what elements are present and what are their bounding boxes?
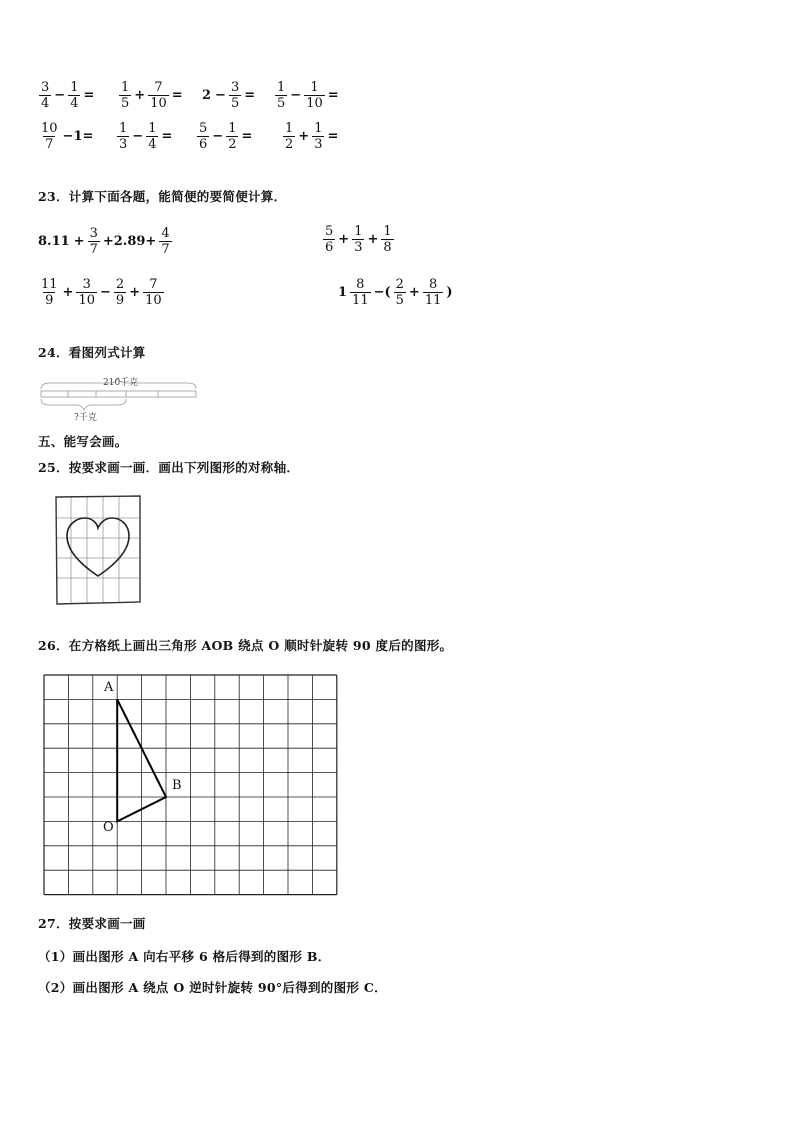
denominator: 4 — [70, 96, 79, 111]
fraction — [88, 226, 100, 257]
numerator: 8 — [428, 277, 438, 292]
fraction — [114, 277, 126, 308]
denominator: 11 — [352, 293, 369, 308]
fraction — [117, 121, 129, 152]
denominator: 5 — [230, 96, 240, 111]
denominator: 5 — [395, 293, 404, 308]
operator: = — [327, 88, 339, 103]
fraction — [312, 121, 324, 152]
oral-calc-item — [118, 80, 185, 111]
numerator: 3 — [41, 80, 50, 95]
q26-rotation-grid — [38, 672, 348, 902]
fraction — [197, 121, 209, 152]
numerator: 10 — [41, 121, 58, 136]
numerator: 1 — [285, 121, 294, 136]
numerator: 1 — [121, 80, 130, 95]
q23-expression-1 — [36, 226, 173, 257]
fraction — [283, 121, 295, 152]
math-expression — [200, 80, 257, 111]
operator: + — [298, 129, 310, 144]
operator: − — [212, 129, 224, 144]
number: 2 — [202, 88, 212, 103]
oral-calc-item — [116, 121, 174, 152]
numerator: 8 — [356, 277, 365, 292]
grid-border — [56, 496, 140, 604]
oral-calc-item — [38, 121, 95, 152]
q25-title: 25．按要求画一画．画出下列图形的对称轴． — [38, 460, 300, 475]
math-expression — [38, 277, 165, 308]
denominator: 7 — [45, 137, 54, 152]
fraction — [148, 80, 169, 111]
oral-calc-item — [200, 80, 257, 111]
numerator: 1 — [310, 80, 319, 95]
numerator: 3 — [82, 277, 91, 292]
numerator: 7 — [154, 80, 163, 95]
point-a-label: A — [104, 680, 114, 695]
numerator: 1 — [119, 121, 128, 136]
q23-title: 23．计算下面各题，能简便的要简便计算． — [38, 189, 287, 204]
denominator: 7 — [161, 242, 170, 257]
q24-bottom-label: ?千克 — [74, 413, 97, 423]
numerator: 5 — [199, 121, 208, 136]
math-expression — [274, 80, 341, 111]
denominator: 3 — [314, 137, 323, 152]
math-expression — [282, 121, 340, 152]
operator: + — [134, 88, 146, 103]
operator: = — [161, 129, 173, 144]
denominator: 4 — [148, 137, 157, 152]
numerator: 1 — [228, 121, 237, 136]
operator: + — [408, 285, 420, 300]
q23-expression-2 — [322, 224, 395, 255]
numerator: 3 — [230, 80, 240, 95]
fraction — [423, 277, 444, 308]
operator: + — [129, 285, 141, 300]
math-expression — [38, 80, 96, 111]
fraction — [143, 277, 164, 308]
numerator: 1 — [383, 224, 392, 239]
denominator: 2 — [228, 137, 237, 152]
fraction — [146, 121, 158, 152]
math-expression — [38, 121, 95, 152]
numerator: 4 — [161, 226, 170, 241]
denominator: 8 — [383, 240, 392, 255]
point-o-label: O — [103, 820, 114, 835]
point-b-label: B — [172, 778, 182, 793]
denominator: 10 — [78, 293, 95, 308]
numerator: 2 — [115, 277, 125, 292]
denominator: 5 — [277, 96, 286, 111]
operator: + — [367, 232, 379, 247]
fraction — [68, 80, 80, 111]
operator: = — [241, 129, 253, 144]
operator: − — [132, 129, 144, 144]
q26-title: 26．在方格纸上画出三角形 AOB 绕点 O 顺时针旋转 90 度后的图形。 — [38, 638, 453, 653]
numerator: 5 — [325, 224, 334, 239]
denominator: 10 — [145, 293, 162, 308]
number: 1 — [338, 285, 348, 300]
denominator: 11 — [424, 293, 442, 308]
numerator: 2 — [395, 277, 404, 292]
operator: ) — [446, 285, 453, 300]
operator: = — [327, 129, 339, 144]
heart-shape — [67, 518, 129, 576]
q27-title: 27．按要求画一画 — [38, 916, 146, 931]
fraction — [76, 277, 97, 308]
denominator: 2 — [285, 137, 294, 152]
q23-expression-4 — [336, 277, 455, 308]
q24-title: 24．看图列式计算 — [38, 345, 146, 360]
denominator: 6 — [199, 137, 208, 152]
denominator: 3 — [354, 240, 363, 255]
operator: + — [73, 234, 85, 249]
fraction — [304, 80, 325, 111]
section-5-title: 五、能写会画。 — [38, 434, 128, 449]
fraction — [226, 121, 238, 152]
fraction — [381, 224, 393, 255]
fraction — [39, 80, 51, 111]
operator: − — [290, 88, 302, 103]
numerator: 11 — [41, 277, 58, 292]
operator: = — [83, 88, 95, 103]
operator: −( — [373, 285, 391, 300]
oral-calc-item — [38, 80, 96, 111]
operator: +2.89+ — [102, 234, 157, 249]
numerator: 3 — [89, 226, 98, 241]
fraction — [229, 80, 241, 111]
operator: − — [100, 285, 111, 300]
math-expression — [196, 121, 254, 152]
q25-heart-grid — [53, 494, 143, 606]
denominator: 9 — [115, 293, 125, 308]
q23-expression-3 — [38, 277, 165, 308]
operator: = — [171, 88, 183, 103]
fraction — [39, 121, 60, 152]
fraction — [275, 80, 287, 111]
denominator: 4 — [41, 96, 50, 111]
math-expression — [336, 277, 455, 308]
fraction — [352, 224, 364, 255]
denominator: 7 — [89, 242, 98, 257]
q27-item-2: （2）画出图形 A 绕点 O 逆时针旋转 90°后得到的图形 C． — [38, 980, 387, 995]
fraction — [394, 277, 406, 308]
numerator: 7 — [149, 277, 158, 292]
denominator: 6 — [325, 240, 334, 255]
math-expression — [116, 121, 174, 152]
operator: + — [338, 232, 350, 247]
oral-calc-item — [274, 80, 341, 111]
numerator: 1 — [148, 121, 157, 136]
numerator: 1 — [70, 80, 79, 95]
bottom-brace — [41, 399, 126, 410]
operator: − — [54, 88, 66, 103]
math-expression — [322, 224, 395, 255]
numerator: 1 — [354, 224, 363, 239]
fraction — [350, 277, 371, 308]
denominator: 10 — [150, 96, 167, 111]
q24-top-label: 210千克 — [103, 378, 139, 388]
operator: + — [62, 285, 74, 300]
oral-calc-item — [196, 121, 254, 152]
fraction — [119, 80, 131, 111]
fraction — [323, 224, 335, 255]
math-expression — [36, 226, 173, 257]
denominator: 3 — [119, 137, 128, 152]
fraction — [159, 226, 171, 257]
math-expression — [118, 80, 185, 111]
numerator: 1 — [277, 80, 286, 95]
denominator: 5 — [121, 96, 130, 111]
operator: −1= — [62, 129, 94, 144]
denominator: 10 — [306, 96, 323, 111]
quantity-bar — [41, 391, 196, 397]
numerator: 1 — [314, 121, 323, 136]
fraction — [39, 277, 60, 308]
denominator: 9 — [45, 293, 54, 308]
q27-item-1: （1）画出图形 A 向右平移 6 格后得到的图形 B． — [38, 949, 331, 964]
operator: − — [215, 88, 226, 103]
operator: = — [244, 88, 256, 103]
oral-calc-item — [282, 121, 340, 152]
number: 8.11 — [38, 234, 70, 249]
